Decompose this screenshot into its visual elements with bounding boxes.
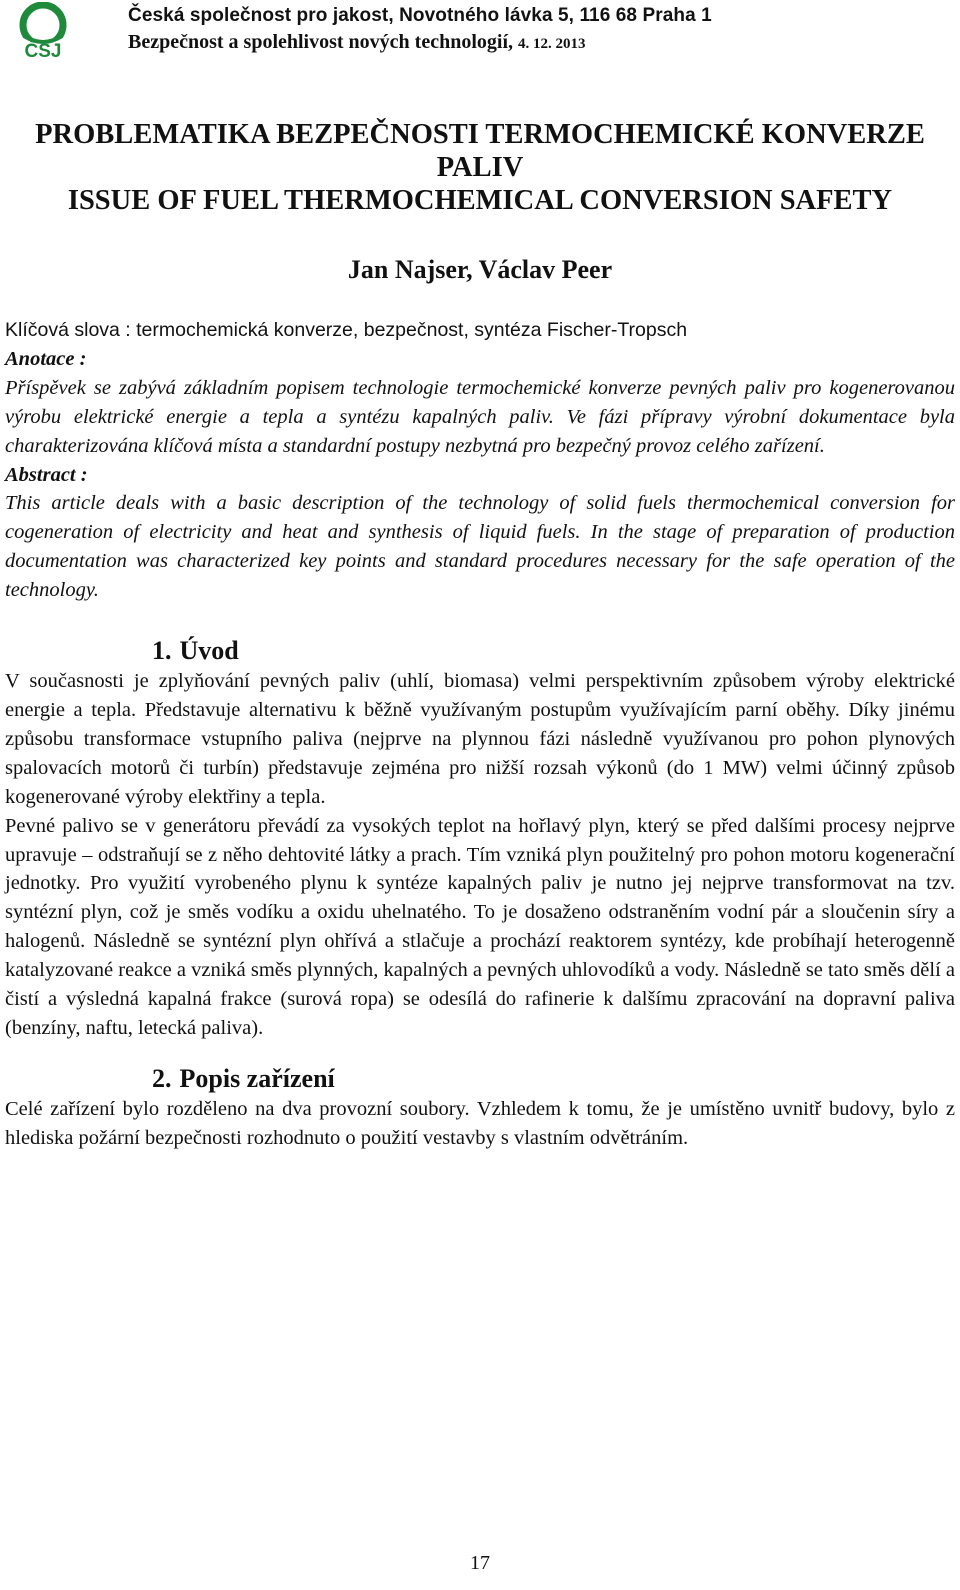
paper-title bbox=[0, 118, 960, 217]
abstract-label: Abstract : bbox=[5, 463, 88, 486]
description-paragraph-1: Celé zařízení bylo rozděleno na dva provozní soubory. Vzhledem k tomu, že je umístěno uvnitř budovy, bylo z hlediska požární bezpečnosti rozhodnuto o použití vestavby s vlastním odvětráním. bbox=[5, 1097, 955, 1149]
page-number: 17 bbox=[470, 1552, 490, 1574]
header-conference-date: 4. 12. 2013 bbox=[518, 36, 586, 52]
csj-logo bbox=[12, 2, 74, 60]
title-line-en: ISSUE OF FUEL THERMOCHEMICAL CONVERSION SAFETY bbox=[67, 185, 893, 216]
authors: Jan Najser, Václav Peer bbox=[347, 255, 613, 284]
header-conference-name: Bezpečnost a spolehlivost nových technologií, bbox=[128, 31, 519, 53]
title-line-cz-2: PALIV bbox=[436, 152, 524, 183]
section-number: 1. bbox=[152, 636, 172, 666]
logo-text: ČSJ bbox=[24, 41, 62, 60]
annotation-text: Příspěvek se zabývá základním popisem technologie termochemické konverze pevných paliv pro kogenerovanou výrobu elektrické energie a tepla a syntézu kapalných paliv. Ve fázi přípravy výrobní dokumentace byla charakterizována klíčová místa a standardní postupy nezbytná pro bezpečný provoz celého zařízení. bbox=[5, 376, 955, 457]
intro-paragraph-2: Pevné palivo se v generátoru převádí za vysokých teplot na hořlavý plyn, který se před dalšími procesy nejprve upravuje – odstraňují se z něho dehtovité látky a prach. Tím vzniká plyn použitelný pro pohon motoru kogenerační jednotky. Pro využití vyrobeného plynu k syntéze kapalných paliv je nutno jej nejprve transformovat na tzv. syntézní plyn, což je směs vodíku a oxidu uhelnatého. To je dosaženo odstraněním vodní pár a sloučenin síry a halogenů. Následně se syntézní plyn ohřívá a stlačuje a prochází reaktorem syntézy, kde probíhají heterogenně katalyzované reakce a vzniká směs plynných, kapalných a pevných uhlovodíků a vody. Následně se tato směs dělí a čistí a výsledná kapalná frakce (surová ropa) se odesílá do rafinerie k dalšímu zpracování na dopravní paliva (benzíny, naftu, letecká paliva). bbox=[5, 814, 955, 1039]
header-organization: Česká společnost pro jakost, Novotného lávka 5, 116 68 Praha 1 bbox=[128, 5, 712, 26]
annotation-label: Anotace : bbox=[5, 347, 87, 370]
paper-body bbox=[5, 316, 955, 1153]
abstract-text: This article deals with a basic description of the technology of solid fuels thermochemical conversion for cogeneration of electricity and heat and synthesis of liquid fuels. In the stage of preparation of production documentation was characterized key points and standard procedures necessary for the safe operation of the technology. bbox=[5, 492, 955, 602]
section-title: Úvod bbox=[179, 636, 239, 666]
title-line-cz-1: PROBLEMATIKA BEZPEČNOSTI TERMOCHEMICKÉ KONVERZE bbox=[35, 119, 925, 150]
intro-paragraph-1: V současnosti je zplyňování pevných paliv (uhlí, biomasa) velmi perspektivním způsobem výroby elektrické energie a tepla. Představuje alternativu k běžně využívaným postupům využívajícím parní oběhy. Díky jinému způsobu transformace vstupního paliva (nejprve na plynnou fázi následně využívanou pro pohon plynových spalovacích motorů či turbín) představuje zejména pro nižší rozsah výkonů (do 1 MW) velmi účinný způsob kogenerované výroby elektřiny a tepla. bbox=[5, 670, 955, 808]
section-heading-description bbox=[5, 1063, 955, 1095]
section-heading-intro bbox=[5, 635, 955, 667]
section-title: Popis zařízení bbox=[179, 1063, 335, 1093]
page-header bbox=[12, 2, 952, 60]
keywords: Klíčová slova : termochemická konverze, bezpečnost, syntéza Fischer-Tropsch bbox=[5, 319, 688, 341]
header-conference bbox=[128, 31, 586, 54]
section-number: 2. bbox=[152, 1063, 172, 1093]
